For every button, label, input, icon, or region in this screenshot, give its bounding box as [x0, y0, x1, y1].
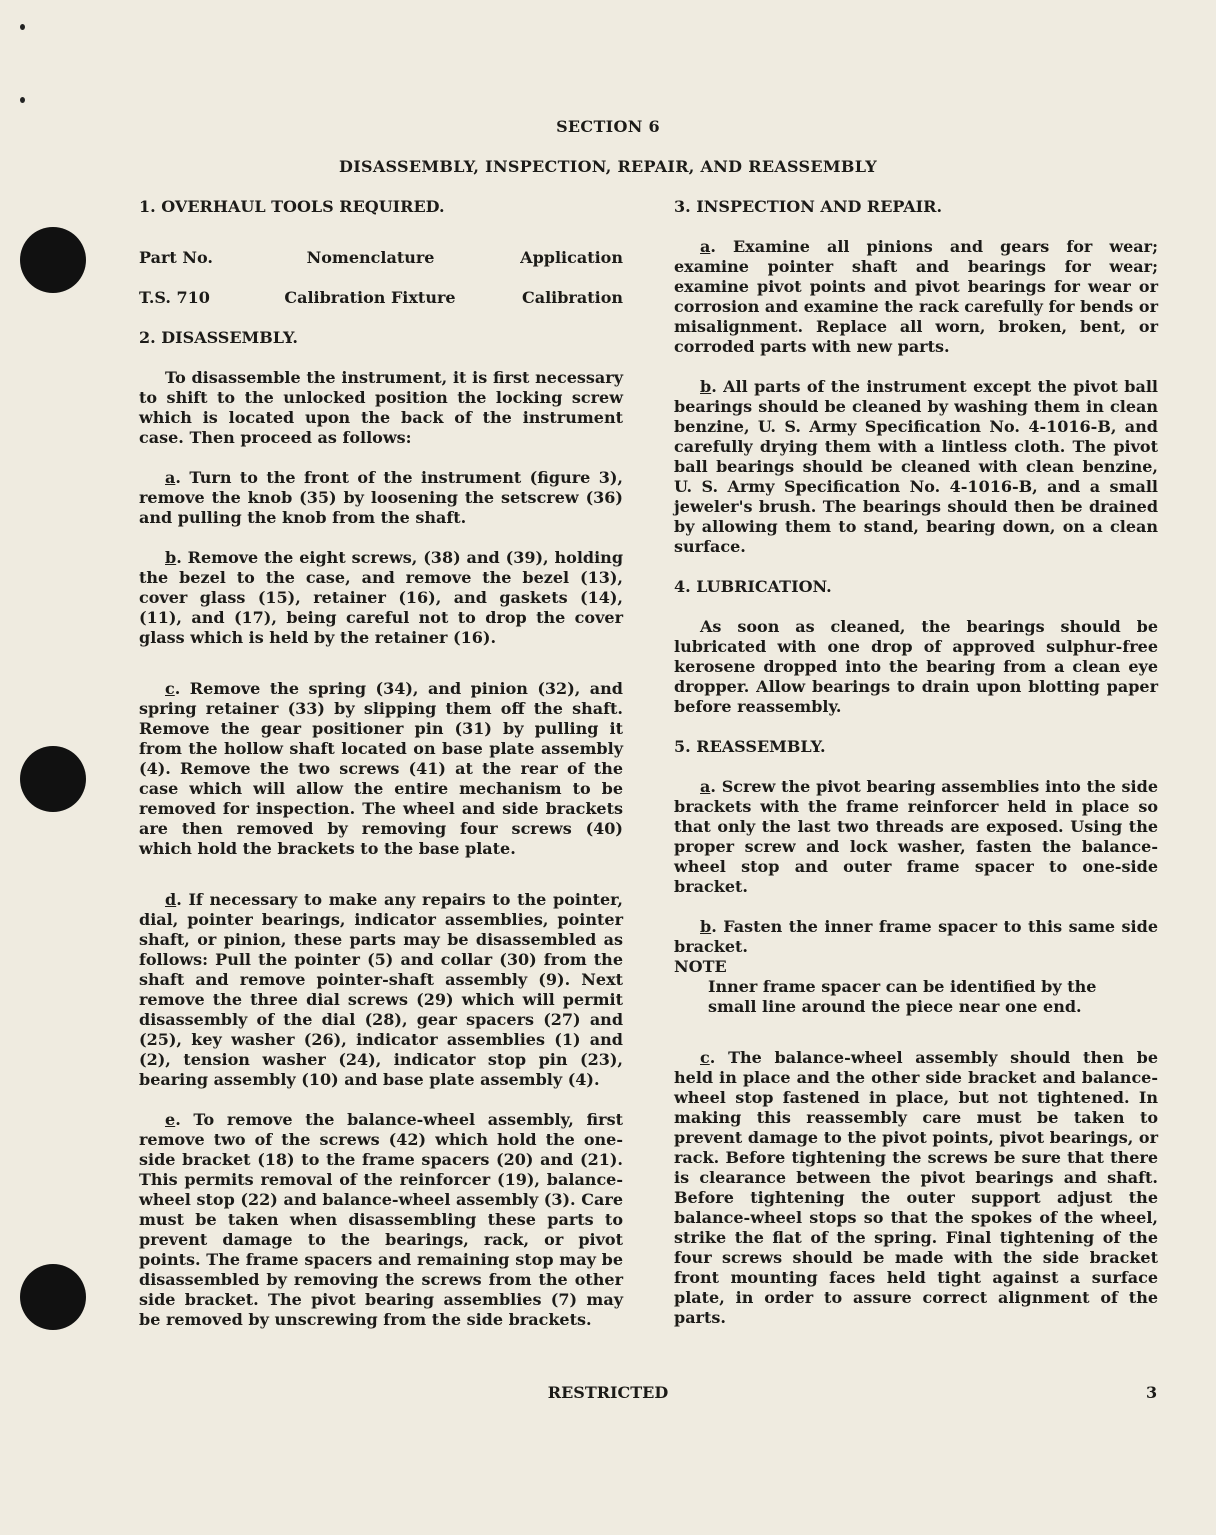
tools-table-row: [139, 288, 623, 308]
heading-inspection-repair: 3. INSPECTION AND REPAIR.: [674, 197, 943, 216]
heading-lubrication: 4. LUBRICATION.: [674, 577, 832, 596]
item-letter: d: [165, 890, 177, 909]
paragraph-5c: [674, 1048, 1158, 1328]
paragraph-3a: [674, 237, 1158, 357]
paragraph-intro: To disassemble the instrument, it is first necessary to shift to the unlocked position the locking screw which is located upon the back of the instrument case. Then proceed as follows:: [139, 368, 623, 447]
paragraph-b: [139, 548, 623, 648]
note-heading: NOTE: [674, 957, 727, 976]
item-text: . Fasten the inner frame spacer to this same side bracket.: [674, 917, 1158, 956]
page-speck: [20, 24, 25, 30]
section-number: SECTION 6: [556, 117, 660, 136]
item-letter: a: [165, 468, 176, 487]
item-text: . Screw the pivot bearing assemblies into the side brackets with the frame reinforcer held in place so that only the last two threads are exposed. Using the proper screw and lock washer, fasten the balance-wheel stop and outer frame spacer to one-side bracket.: [674, 777, 1158, 896]
item-letter: c: [165, 679, 175, 698]
paragraph-5a: [674, 777, 1158, 897]
cell-nomenclature: Calibration Fixture: [284, 288, 456, 307]
paragraph-a: [139, 468, 623, 528]
item-text: . Turn to the front of the instrument (figure 3), remove the knob (35) by loosening the setscrew (36) and pulling the knob from the shaft.: [139, 468, 623, 527]
item-text: . The balance-wheel assembly should then be held in place and the other side bracket and balance-wheel stop fastened in place, but not tightened. In making this reassembly care must be taken to prevent damage to the pivot points, pivot bearings, or rack. Before tightening the screws be sure that there is clearance between the pivot bearings and shaft. Before tightening the outer support adjust the balance-wheel stops so that the spokes of the wheel, strike the flat of the spring. Final tightening of the four screws should be made with the side bracket front mounting faces held tight against a surface plate, in order to assure correct alignment of the parts.: [674, 1048, 1158, 1327]
page-speck: [20, 97, 25, 103]
cell-part-no: T.S. 710: [139, 288, 210, 307]
binder-hole: [20, 746, 86, 812]
right-column: [674, 197, 1158, 1328]
binder-hole: [20, 1264, 86, 1330]
item-letter: b: [700, 377, 712, 396]
item-text: . To remove the balance-wheel assembly, first remove two of the screws (42) which hold the one-side bracket (18) to the frame spacers (20) and (21). This permits removal of the reinforcer (19), balance-wheel stop (22) and balance-wheel assembly (3). Care must be taken when disassembling these parts to prevent damage to the bearings, rack, or pivot points. The frame spacers and remaining stop may be disassembled by removing the screws from the other side bracket. The pivot bearing assemblies (7) may be removed by unscrewing from the side brackets.: [139, 1110, 623, 1329]
left-column: [139, 197, 623, 1330]
item-text: . If necessary to make any repairs to the pointer, dial, pointer bearings, indicator assemblies, pointer shaft, or pinion, these parts may be disassembled as follows: Pull the pointer (5) and collar (30) from the shaft and remove pointer-shaft assembly (9). Next remove the three dial screws (29) which will permit disassembly of the dial (28), gear spacers (27) and (25), key washer (26), indicator assemblies (1) and (2), tension washer (24), indicator stop pin (23), bearing assembly (10) and base plate assembly (4).: [139, 890, 623, 1089]
paragraph-3b: [674, 377, 1158, 557]
item-letter: e: [165, 1110, 176, 1129]
col-nomenclature: Nomenclature: [306, 248, 435, 267]
item-text: . Examine all pinions and gears for wear; examine pointer shaft and bearings for wear; examine pivot points and pivot bearings for wear or corrosion and examine the rack carefully for bends or misalignment. Replace all worn, broken, bent, or corroded parts with new parts.: [674, 237, 1158, 356]
section-title: DISASSEMBLY, INSPECTION, REPAIR, AND REASSEMBLY: [339, 157, 877, 176]
cell-application: Calibration: [521, 288, 623, 307]
paragraph-d: [139, 890, 623, 1090]
binder-hole: [20, 227, 86, 293]
heading-disassembly: 2. DISASSEMBLY.: [139, 328, 298, 347]
heading-overhaul-tools: 1. OVERHAUL TOOLS REQUIRED.: [139, 197, 445, 216]
item-letter: a: [700, 237, 711, 256]
item-letter: c: [700, 1048, 710, 1067]
col-application: Application: [520, 248, 623, 267]
page-number: 3: [1146, 1383, 1158, 1402]
item-text: . Remove the eight screws, (38) and (39), holding the bezel to the case, and remove the bezel (13), cover glass (15), retainer (16), and gaskets (14), (11), and (17), being careful not to drop the cover glass which is held by the retainer (16).: [139, 548, 623, 647]
item-letter: b: [700, 917, 712, 936]
paragraph-lubrication: As soon as cleaned, the bearings should be lubricated with one drop of approved sulphur-free kerosene dropped into the bearing from a clean eye dropper. Allow bearings to drain upon blotting paper before reassembly.: [674, 617, 1158, 716]
heading-reassembly: 5. REASSEMBLY.: [674, 737, 826, 756]
item-text: . Remove the spring (34), and pinion (32), and spring retainer (33) by slipping them off the shaft. Remove the gear positioner pin (31) by pulling it from the hollow shaft located on base plate assembly (4). Remove the two screws (41) at the rear of the case which will allow the entire mechanism to be removed for inspection. The wheel and side brackets are then removed by removing four screws (40) which hold the brackets to the base plate.: [139, 679, 623, 858]
item-letter: a: [700, 777, 711, 796]
paragraph-5b: [674, 917, 1158, 957]
footer-classification: RESTRICTED: [547, 1383, 669, 1402]
item-letter: b: [165, 548, 177, 567]
paragraph-c: [139, 679, 623, 859]
tools-table-header: [139, 248, 623, 268]
paragraph-e: [139, 1110, 623, 1330]
note-text: Inner frame spacer can be identified by the small line around the piece near one end.: [708, 977, 1097, 1016]
item-text: . All parts of the instrument except the pivot ball bearings should be cleaned by washing them in clean benzine, U. S. Army Specification No. 4-1016-B, and carefully drying them with a lintless cloth. The pivot ball bearings should be cleaned with clean benzine, U. S. Army Specification No. 4-1016-B, and a small jeweler's brush. The bearings should then be drained by allowing them to stand, bearing down, on a clean surface.: [674, 377, 1158, 556]
col-part-no: Part No.: [139, 248, 213, 267]
